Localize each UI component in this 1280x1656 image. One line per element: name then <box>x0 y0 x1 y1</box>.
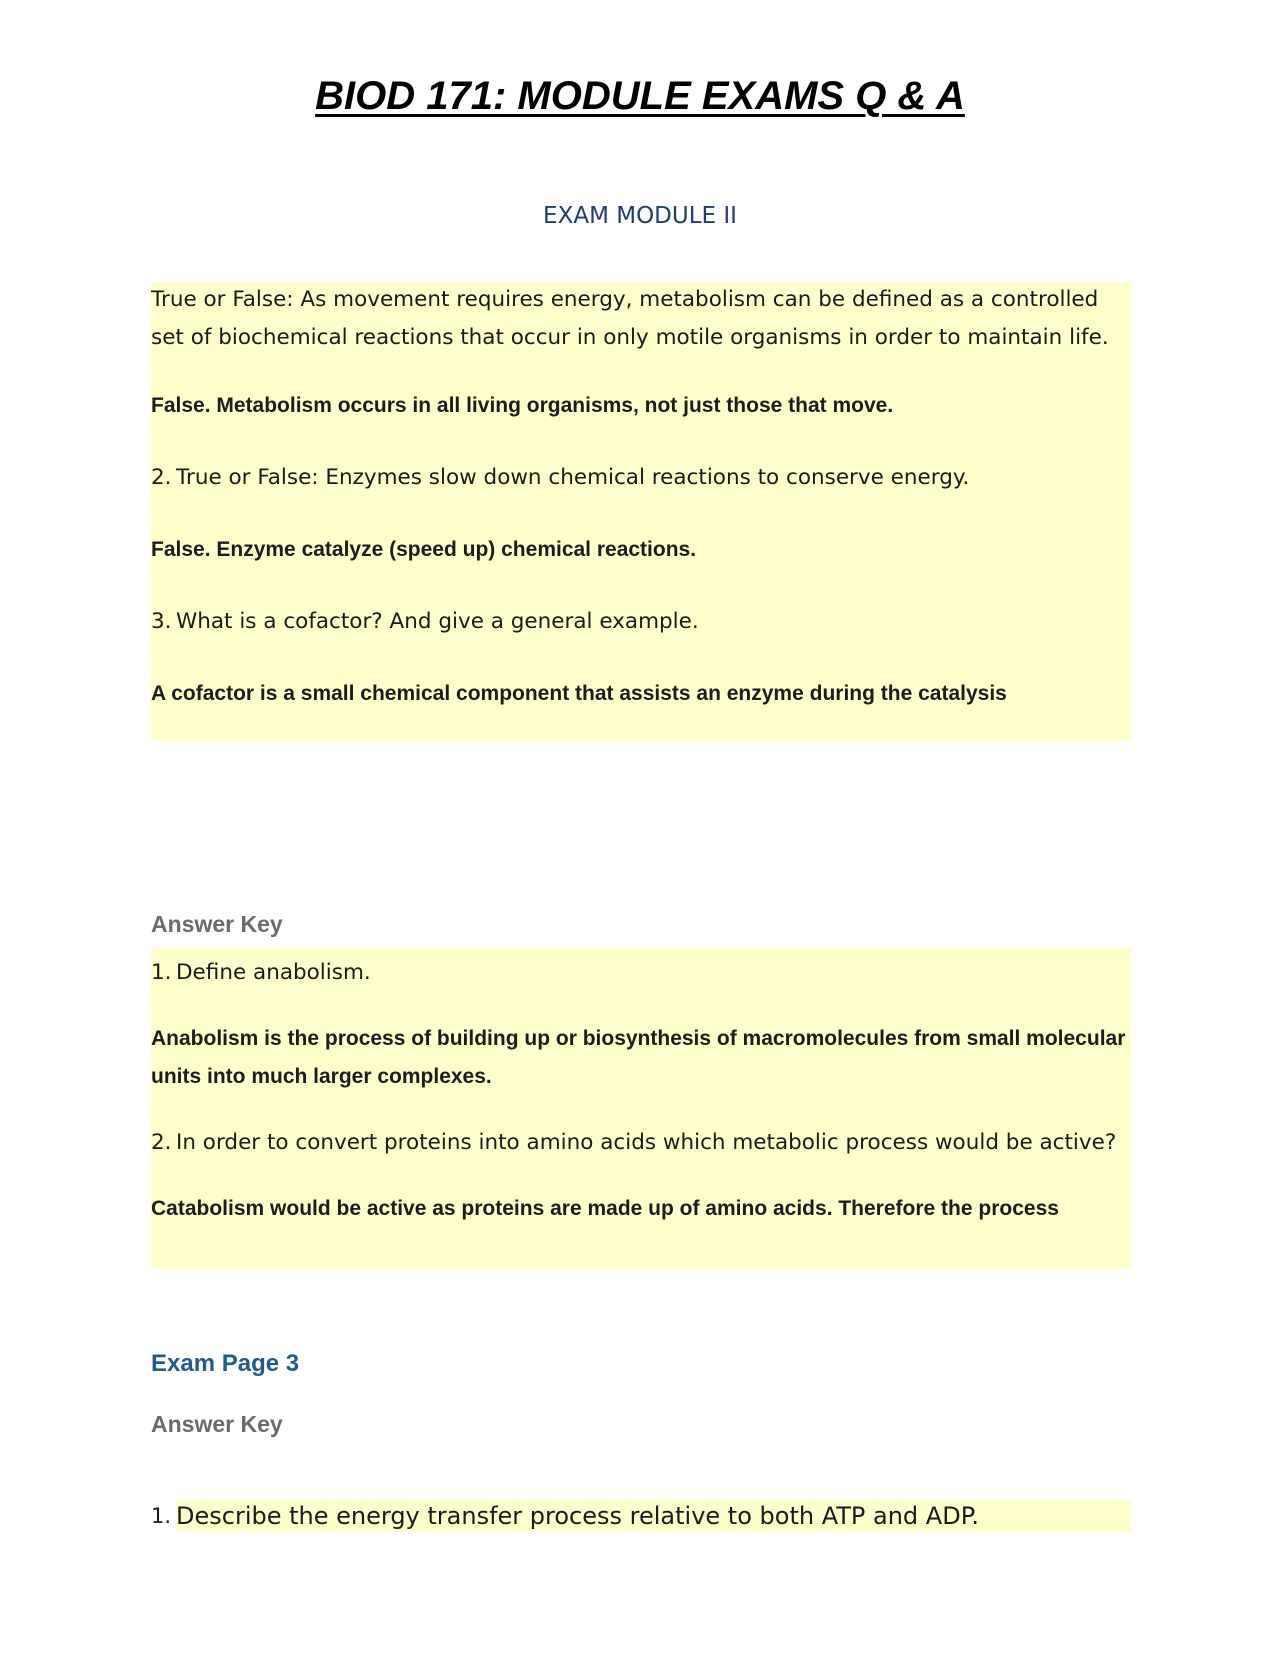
numbered-question <box>151 1500 1131 1532</box>
answer-text: False. Metabolism occurs in all living organisms, not just those that move. <box>151 394 894 417</box>
answer-key-heading: Answer Key <box>151 911 283 937</box>
question-block-2 <box>151 948 1131 1269</box>
answer-key-heading: Answer Key <box>151 1411 283 1437</box>
question-text: What is a cofactor? And give a general example. <box>176 609 699 634</box>
question-text: True or False: As movement requires energy, metabolism can be defined as a controlled set of biochemical reactions that occur in only motile organisms in order to maintain life. <box>151 287 1109 350</box>
page-title: BIOD 171: MODULE EXAMS Q & A <box>315 74 965 118</box>
question-number: 1. <box>151 960 172 985</box>
answer-text: A cofactor is a small chemical component that assists an enzyme during the catalysis <box>151 682 1007 705</box>
numbered-question <box>151 1130 1131 1156</box>
answer-text: False. Enzyme catalyze (speed up) chemical reactions. <box>151 538 697 561</box>
question-text: Describe the energy transfer process relative to both ATP and ADP. <box>176 1500 1131 1532</box>
question-number: 2. <box>151 465 172 490</box>
question-number: 1. <box>151 1504 172 1528</box>
question-text: Define anabolism. <box>176 960 371 985</box>
exam-page-heading: Exam Page 3 <box>151 1350 300 1377</box>
question-text: In order to convert proteins into amino acids which metabolic process would be active? <box>176 1130 1117 1155</box>
numbered-question <box>151 960 1131 986</box>
answer-text: Anabolism is the process of building up or biosynthesis of macromolecules from small molecular units into much larger complexes. <box>151 1027 1126 1088</box>
question-number: 2. <box>151 1130 172 1155</box>
answer-text: Catabolism would be active as proteins are made up of amino acids. Therefore the process <box>151 1197 1059 1220</box>
question-number: 3. <box>151 609 172 634</box>
question-block-1 <box>151 282 1131 741</box>
module-heading: EXAM MODULE II <box>543 203 737 229</box>
question-text: True or False: Enzymes slow down chemical reactions to conserve energy. <box>176 465 970 490</box>
numbered-question <box>151 609 1131 635</box>
numbered-question <box>151 465 1131 491</box>
